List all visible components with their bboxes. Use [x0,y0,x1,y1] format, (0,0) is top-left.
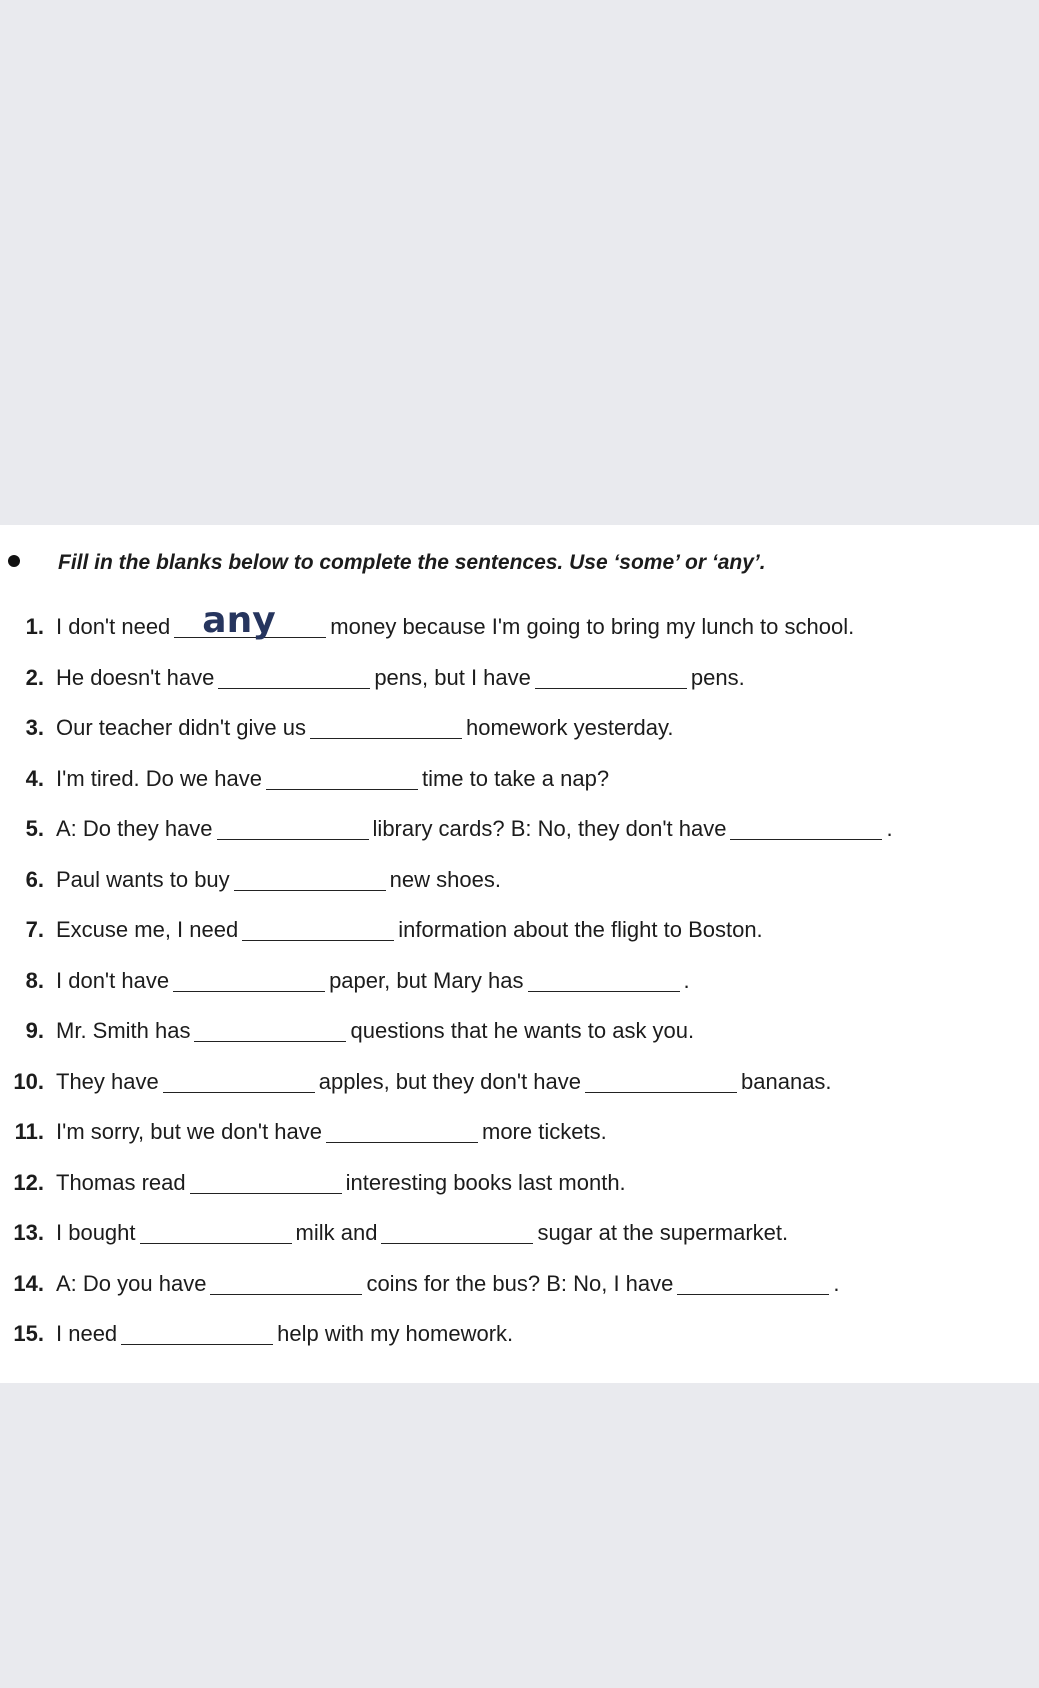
worksheet [0,525,1039,1383]
answer-blank[interactable] [730,815,882,840]
instruction-text: Fill in the blanks below to complete the sentences. Use ‘some’ or ‘any’. [58,551,766,574]
sentence-text: coins for the bus? B: No, I have [366,1270,674,1296]
exercise-item [0,862,501,894]
sentence-text: pens, but I have [374,664,531,690]
answer-blank[interactable] [381,1219,533,1244]
item-number: 11. [14,1119,44,1144]
answer-blank[interactable] [234,866,386,891]
answer-blank[interactable] [210,1270,362,1295]
exercise-item [0,1013,694,1045]
exercise-item [0,963,690,995]
exercise-item [0,1114,607,1146]
exercise-item [0,811,893,843]
answer-blank[interactable] [163,1068,315,1093]
exercise-item [0,1064,832,1096]
sentence-text: They have [56,1068,159,1094]
sentence-text: apples, but they don't have [318,1068,582,1094]
answer-blank[interactable] [326,1118,478,1143]
answer-blank[interactable] [218,664,370,689]
sentence-text: more tickets. [482,1119,607,1144]
sentence-text: I don't have [56,967,170,993]
exercise-item [0,761,609,793]
sentence-text: new shoes. [389,866,501,892]
answer-blank[interactable] [173,967,325,992]
sentence-text: pens. [690,664,745,690]
sentence-text: bananas. [741,1068,832,1094]
answer-blank[interactable] [140,1219,292,1244]
sentence-text: Paul wants to buy [56,866,230,892]
sentence-text: I need [56,1321,118,1346]
sentence-text: milk and [295,1220,378,1245]
exercise-item [0,710,673,742]
item-number: 6. [25,866,44,892]
exercise-item [0,912,763,944]
sentence-text: . [683,967,690,993]
item-number: 12. [13,1169,44,1195]
instruction [8,551,766,575]
sentence-text: paper, but Mary has [329,967,524,993]
sentence-text: Mr. Smith has [56,1018,191,1043]
sentence-text: questions that he wants to ask you. [350,1018,695,1043]
item-number: 8. [25,967,44,993]
answer-blank[interactable] [217,815,369,840]
item-number: 15. [13,1321,44,1346]
sentence-text: time to take a nap? [421,765,610,791]
answer-blank[interactable] [194,1017,346,1042]
exercise-item [0,1266,840,1298]
exercise-item [0,660,745,692]
sentence-text: I bought [56,1220,136,1245]
item-number: 9. [25,1018,44,1043]
item-number: 2. [25,664,44,690]
answer-blank[interactable] [174,600,326,641]
sentence-text: He doesn't have [56,664,215,690]
answer-blank[interactable] [266,765,418,790]
sentence-text: help with my homework. [277,1321,514,1346]
item-number: 7. [25,917,44,942]
item-number: 1. [25,614,44,639]
sentence-text: library cards? B: No, they don't have [372,816,727,841]
answer-blank[interactable] [121,1320,273,1345]
exercise-item [0,1215,788,1247]
item-number: 10. [13,1068,44,1094]
sentence-text: Excuse me, I need [56,917,239,942]
sentence-text: information about the flight to Boston. [398,917,763,942]
handwritten-answer: any [202,600,276,641]
sentence-text: . [886,816,893,841]
sentence-text: Thomas read [56,1169,186,1195]
answer-blank[interactable] [535,664,687,689]
answer-blank[interactable] [242,916,394,941]
sentence-text: interesting books last month. [345,1169,626,1195]
answer-blank[interactable] [585,1068,737,1093]
sentence-text: sugar at the supermarket. [537,1220,789,1245]
sentence-text: Our teacher didn't give us [56,715,307,740]
sentence-text: homework yesterday. [466,715,674,740]
exercise-item [0,1316,513,1348]
answer-blank[interactable] [528,967,680,992]
item-number: 14. [13,1270,44,1296]
item-number: 5. [25,816,44,841]
sentence-text: A: Do they have [56,816,213,841]
sentence-text: money because I'm going to bring my lunch to school. [330,614,855,639]
sentence-text: I'm sorry, but we don't have [56,1119,322,1144]
sentence-text: A: Do you have [56,1270,207,1296]
item-number: 13. [13,1220,44,1245]
item-number: 3. [25,715,44,740]
sentence-text: I don't need [56,614,171,639]
exercise-item [0,1165,626,1197]
exercise-item [0,600,855,641]
item-number: 4. [25,765,44,791]
answer-blank[interactable] [677,1270,829,1295]
sentence-text: I'm tired. Do we have [56,765,262,791]
sentence-text: . [833,1270,840,1296]
answer-blank[interactable] [190,1169,342,1194]
answer-blank[interactable] [310,714,462,739]
bullet-icon [8,555,20,567]
